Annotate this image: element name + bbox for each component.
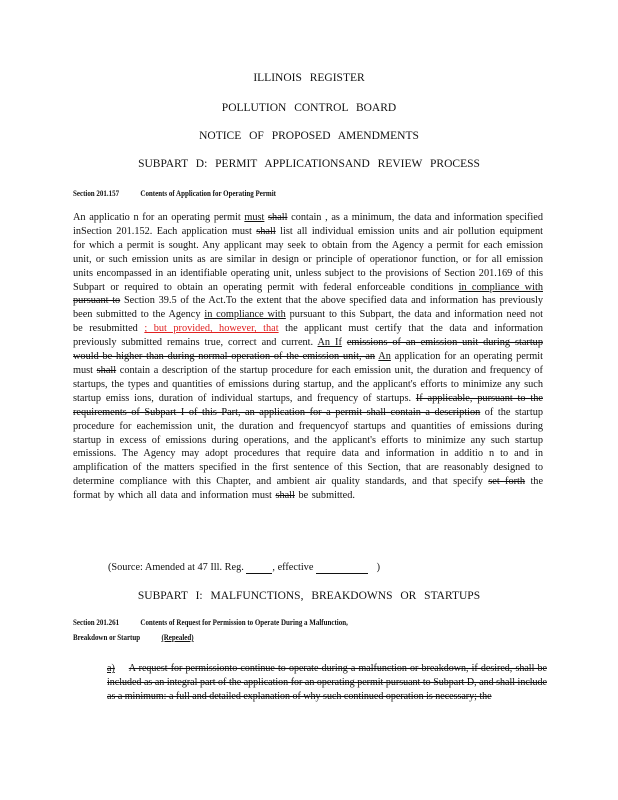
subpart-i-heading: SUBPART I: MALFUNCTIONS, BREAKDOWNS OR STARTUPS [137,590,481,602]
subpart-d-heading: SUBPART D: PERMIT APPLICATIONSAND REVIEW PROCESS [138,158,480,170]
section-title: Contents of Request for Permission to Operate During a Malfunction, [140,617,348,627]
effective-date-blank [316,562,368,574]
source-note: (Source: Amended at 47 Ill. Reg. , effective ) [108,562,380,573]
repealed-label: (Repealed) [161,632,194,642]
item-a: a) A request for permissionto continue to operate during a malfunction or breakdown, if desired, shall be included as an integral part of the application for an operating permit pursuant to Subpart D, and shall include as a minimum: a full and detailed explanation of why such continued operation is necessary; the [107,663,547,702]
register-title: ILLINOIS REGISTER [253,72,365,84]
board-title: POLLUTION CONTROL BOARD [221,102,397,114]
section-201-261-heading-line2: Breakdown or Startup (Repealed) [73,632,194,642]
section-title: Contents of Application for Operating Permit [140,188,276,198]
section-number: Section 201.261 [73,617,120,627]
reg-number-blank [246,562,272,574]
section-201-261-heading [73,617,369,627]
section-number: Section 201.157 [73,188,120,198]
section-201-157-body: An applicatio n for an operating permit must shall contain , as a minimum, the data and information specified inSection 201.152. Each application must shall list all individual emission units and air pollution equipment for which a permit is sought. Any applicant may seek to obtain from the Agency a permit for each emission unit, or such emission units as are similar in design or principle of operationor function, or for all emission units encompassed in an identifiable operating unit, unless subject to the provisions of Section 201.169 of this Subpart or required to obtain an operating permit with federal enforceable conditions in compliance with pursuant to Section 39.5 of the Act.To the extent that the above specified data and information has previously been submitted to the Agency in compliance with pursuant to this Subpart, the data and information need not be resubmitted ; but provided, however, that the applicant must certify that the data and information previously submitted remains true, correct and current. An If emissions of an emission unit during startup would be higher than during normal operation of the emission unit, an An application for an operating permit must shall contain a description of the startup procedure for each emission unit, the duration and frequency of startups, the types and quantities of emissions during startup, and the applicant's efforts to minimize any such startup emiss ions, duration of individual startups, and frequency of startups. If applicable, pursuant to the requirements of Subpart I of this Part, an application for a permit shall contain a description of the startup procedure for eachemission unit, the duration and frequencyof startups and quantities of emissions during startup in excess of emissions during operations, and the applicant's efforts to minimize any such startup emissions. The Agency may adopt procedures that require data and information in additio n to and in amplification of the matters specified in the first sentence of this Section, that are reasonably designed to determine compliance with this Chapter, and ambient air quality standards, and that specify set forth the format by which all data and information must shall be submitted. [73,212,544,502]
section-201-157-heading [73,188,297,198]
notice-title: NOTICE OF PROPOSED AMENDMENTS [199,130,419,142]
